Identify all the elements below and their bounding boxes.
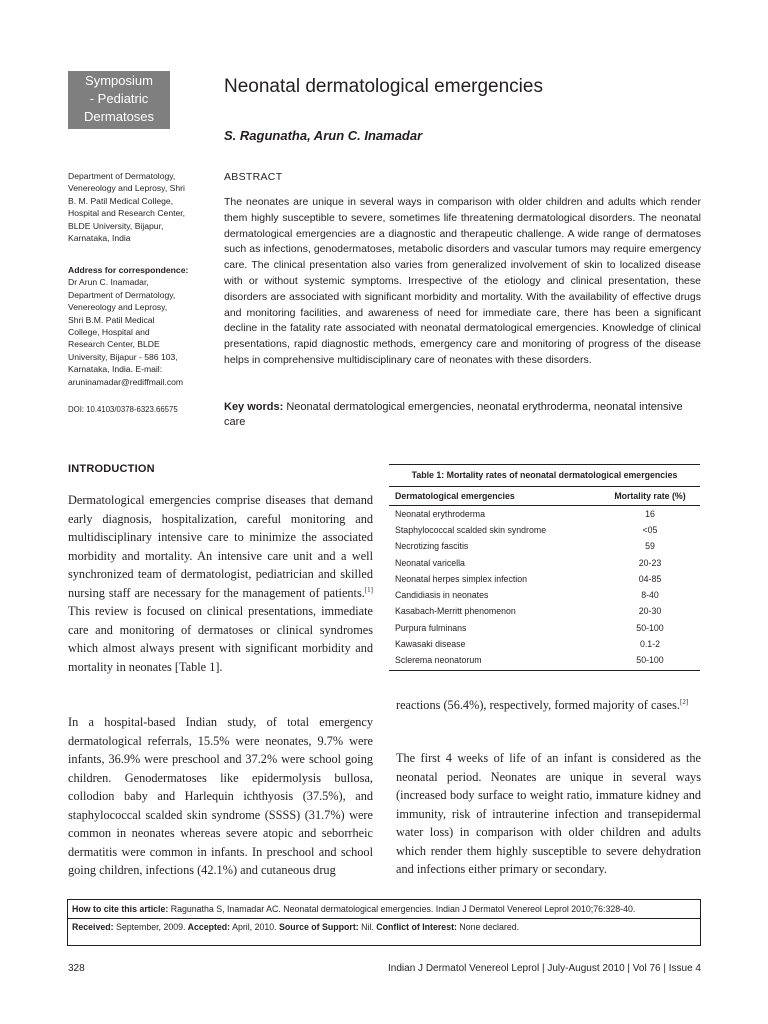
table-cell: 50-100	[636, 655, 664, 666]
table-cell: Sclerema neonatorum	[395, 655, 482, 666]
address-line: Karnataka, India. E-mail:	[68, 364, 163, 375]
keywords-text: Neonatal dermatological emergencies, neonatal erythroderma, neonatal intensive care	[224, 401, 683, 428]
article-title: Neonatal dermatological emergencies	[224, 76, 543, 97]
article-dates	[72, 921, 696, 933]
doi: DOI: 10.4103/0378-6323.66575	[68, 405, 178, 414]
table-row	[389, 587, 700, 603]
table-row	[389, 571, 700, 587]
address-line: Department of Dermatology,	[68, 289, 176, 300]
table-row	[389, 538, 700, 554]
cite-label: How to cite this article:	[72, 904, 169, 914]
table-cell: 0.1-2	[639, 639, 661, 650]
affiliation-line: Venereology and Leprosy, Shri	[68, 183, 185, 194]
table-header	[389, 486, 700, 506]
affiliation-line: Karnataka, India	[68, 233, 131, 244]
table-row	[389, 652, 700, 668]
badge-line: Dermatoses	[83, 109, 155, 124]
accepted-value: April, 2010.	[230, 922, 277, 933]
address-line: Research Center, BLDE	[68, 339, 160, 350]
table-row	[389, 522, 700, 538]
table-cell: <05	[642, 524, 658, 535]
paragraph: The first 4 weeks of life of an infant is considered as the neonatal period. Neonates are unique in several ways (increased body surface to weight ratio, immature kidney and immunity, risk of intrauterine infection and transepidermal water loss) in comparison with older children and adults which render them highly susceptible to severe dehydration and infections either primary or secondary.	[396, 751, 701, 876]
abstract-text: The neonates are unique in several ways in comparison with older children and adults which render them highly susceptible to severe, sometimes life threatening dermatological disorders. The neonatal dermatological emergencies are a diagnostic and therapeutic challenge. A wide range of dermatoses such as infections, genodermatoses, metabolic disorders and vascular tumors may require emergency care. The clinical presentation also varies from generalized involvement of skin to localized disease with or without systemic symptoms. Irrespective of the etiology and clinical presentation, these disorders are associated with significant morbidity and mortality. With the availability of effective drugs and monitoring facilities, and awareness of need for immediate care, there has been a significant decline in the fatality rate associated with neonatal dermatological emergencies. Knowledge of clinical presentations, rapid diagnostic methods, emergency care and monitoring of progress of the disease helps in comprehensive multidisciplinary care of neonates with these disorders.	[224, 196, 701, 366]
page-number: 328	[68, 963, 85, 974]
table-cell: Staphylococcal scalded skin syndrome	[395, 524, 547, 535]
received-label: Received:	[72, 922, 114, 933]
journal-footer: Indian J Dermatol Venereol Leprol | July-August 2010 | Vol 76 | Issue 4	[388, 963, 701, 974]
address-line: Venereology and Leprosy,	[68, 302, 168, 313]
table-row	[389, 554, 700, 570]
affiliation-line: BLDE University, Bijapur,	[68, 220, 164, 231]
reference-marker[interactable]: [2]	[679, 697, 689, 706]
paragraph: In a hospital-based Indian study, of total emergency dermatological referrals, 15.5% were neonates, 9.7% were infants, 36.9% were preschool and 37.2% were school going children. Genodermatoses like epidermolysis bullosa, collodion baby and Harlequin ichthyosis (37.5%), and staphylococcal scalded skin syndrome (SSSS) (31.7%) were common in neonates whereas severe atopic and seborrheic dermatitis were common in infants. In preschool and school going children, infections (42.1%) and cutaneous drug	[68, 715, 373, 877]
section-badge	[68, 71, 170, 129]
paragraph-text: This review is focused on clinical presentations, immediate care and monitoring of dermatoses or clinical syndromes which almost always present with significant morbidity and mortality in neonates [Table 1].	[68, 604, 373, 674]
table-cell: Neonatal erythroderma	[395, 508, 485, 519]
table-cell: Kawasaki disease	[395, 639, 466, 650]
table-cell: 16	[645, 508, 655, 519]
affiliation-line: Hospital and Research Center,	[68, 208, 186, 219]
cite-text: Ragunatha S, Inamadar AC. Neonatal dermatological emergencies. Indian J Dermatol Venereol Leprol 2010;76:328-40.	[168, 904, 636, 914]
paragraph	[68, 491, 373, 676]
address-line: University, Bijapur - 586 103,	[68, 351, 178, 362]
table-row	[389, 620, 700, 636]
affiliation-line: B. M. Patil Medical College,	[68, 195, 174, 206]
table-cell: Kasabach-Merritt phenomenon	[395, 606, 516, 617]
support-value: Nil.	[358, 922, 374, 933]
correspondence-address	[68, 264, 213, 388]
badge-line: - Pediatric	[89, 91, 149, 106]
abstract-heading: ABSTRACT	[224, 171, 283, 183]
table-cell: Purpura fulminans	[395, 622, 467, 633]
authors: S. Ragunatha, Arun C. Inamadar	[224, 128, 423, 143]
table-cell: Necrotizing fascitis	[395, 541, 469, 552]
table-cell: Candidiasis in neonates	[395, 590, 489, 601]
accepted-label: Accepted:	[185, 922, 231, 933]
address-line: Dr Arun C. Inamadar,	[68, 277, 149, 288]
address-email[interactable]: aruninamadar@rediffmail.com	[68, 376, 184, 387]
table-row	[389, 603, 700, 619]
table-row	[389, 636, 700, 652]
conflict-label: Conflict of Interest:	[373, 922, 457, 933]
paragraph-text: reactions (56.4%), respectively, formed majority of cases.	[396, 698, 680, 712]
paragraph	[396, 696, 701, 715]
table-cell: 59	[645, 541, 655, 552]
reference-marker[interactable]: [1]	[364, 585, 373, 594]
table-cell: 8-40	[641, 590, 659, 601]
table-cell: 20-23	[638, 557, 662, 568]
address-line: College, Hospital and	[68, 327, 150, 338]
keywords	[224, 400, 701, 430]
citation-box	[67, 899, 701, 946]
mortality-table	[389, 464, 700, 671]
column-header: Dermatological emergencies	[395, 490, 515, 501]
paragraph-text: Dermatological emergencies comprise diseases that demand early diagnosis, hospitalization, careful monitoring and multidisciplinary intensive care to minimize the associated morbidity and mortality. An intensive care unit and a well synchronized team of dermatologist, pediatrician and skilled nursing staff are necessary for the management of patients.	[68, 493, 373, 600]
column-header: Mortality rate (%)	[614, 490, 686, 501]
table-cell: 20-30	[638, 606, 662, 617]
affiliation-line: Department of Dermatology,	[68, 171, 176, 181]
conflict-value: None declared.	[456, 922, 520, 933]
badge-line: Symposium	[85, 73, 153, 88]
section-heading: INTRODUCTION	[68, 463, 155, 475]
address-heading: Address for correspondence:	[68, 265, 189, 275]
address-line: Shri B.M. Patil Medical	[68, 314, 155, 325]
support-label: Source of Support:	[276, 922, 359, 933]
how-to-cite	[72, 903, 696, 915]
table-cell: Neonatal herpes simplex infection	[395, 573, 528, 584]
table-cell: 50-100	[636, 622, 664, 633]
table-row	[389, 506, 700, 522]
keywords-label: Key words:	[224, 401, 284, 413]
table-cell: Neonatal varicella	[395, 557, 465, 568]
affiliation	[68, 170, 208, 244]
received-value: September, 2009.	[113, 922, 186, 933]
table-caption: Table 1: Mortality rates of neonatal dermatological emergencies	[411, 470, 678, 480]
table-cell: 04-85	[638, 573, 662, 584]
